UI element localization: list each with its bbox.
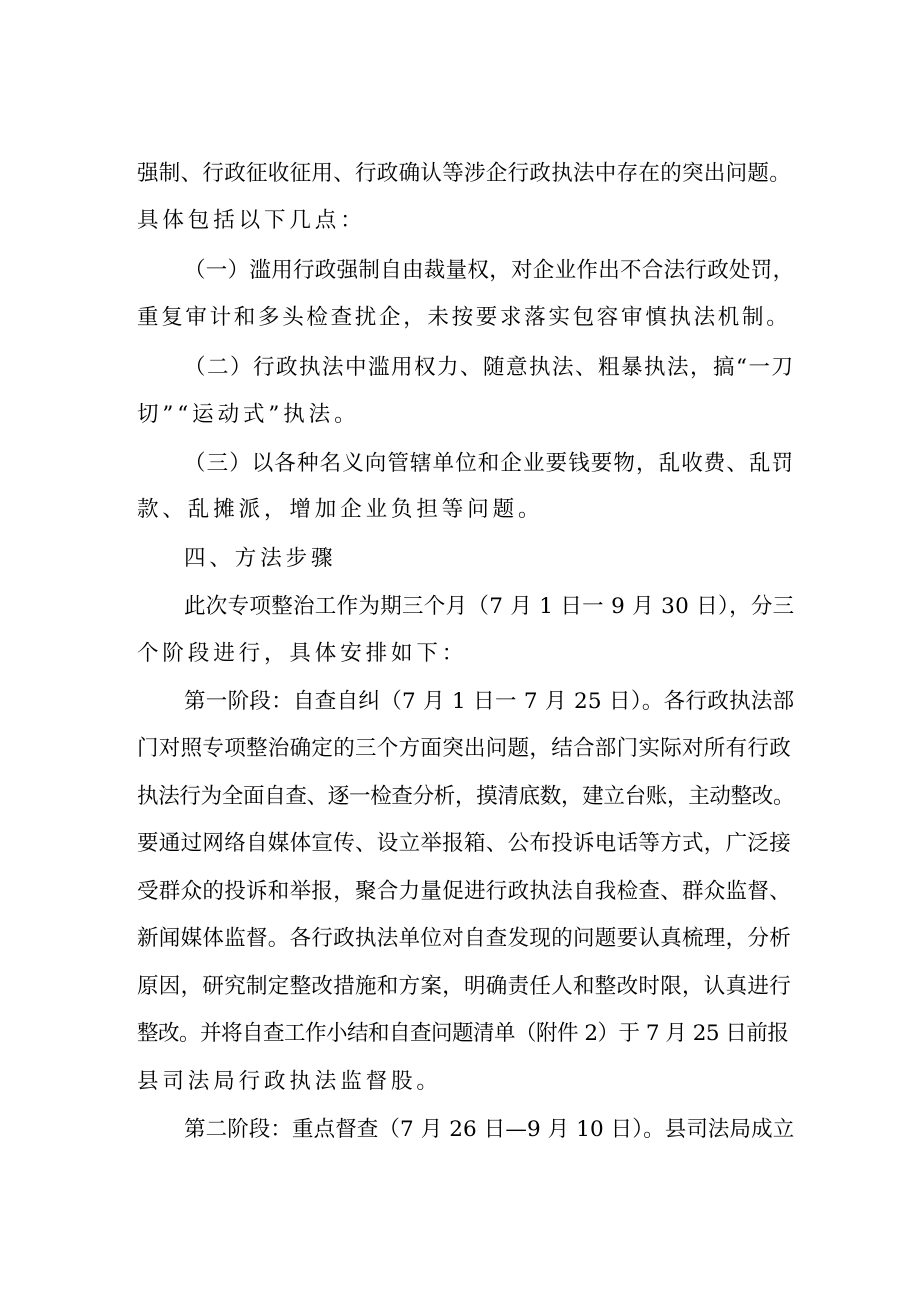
list-item-line: 切”“运动式”执法。 bbox=[137, 402, 360, 427]
list-item-line: 重复审计和多头检查扰企，未按要求落实包容审慎执法机制。 bbox=[137, 305, 791, 330]
list-item-line: 款、乱摊派，增加企业负担等问题。 bbox=[137, 497, 544, 522]
paragraph-line: 整改。并将自查工作小结和自查问题清单（附件 2）于 7 月 25 日前报 bbox=[137, 1021, 789, 1046]
paragraph-line: 第二阶段：重点督查（7 月 26 日—9 月 10 日）。县司法局成立 bbox=[184, 1117, 795, 1142]
list-item-line: （二）行政执法中滥用权力、随意执法、粗暴执法，搞“一刀 bbox=[184, 355, 795, 380]
paragraph-line: 第一阶段：自查自纠（7 月 1 日一 7 月 25 日）。各行政执法部 bbox=[184, 689, 795, 714]
paragraph-line: 原因，研究制定整改措施和方案，明确责任人和整改时限，认真进行 bbox=[137, 974, 792, 999]
paragraph-line: 县司法局行政执法监督股。 bbox=[137, 1069, 442, 1094]
paragraph-line: 此次专项整治工作为期三个月（7 月 1 日一 9 月 30 日），分三 bbox=[184, 594, 795, 619]
paragraph-line: 受群众的投诉和举报，聚合力量促进行政执法自我检查、群众监督、 bbox=[137, 879, 792, 904]
paragraph-line: 执法行为全面自查、逐一检查分析，摸清底数，建立台账，主动整改。 bbox=[137, 784, 795, 809]
list-item-line: （三）以各种名义向管辖单位和企业要钱要物，乱收费、乱罚 bbox=[184, 451, 795, 476]
paragraph-line: 要通过网络自媒体宣传、设立举报箱、公布投诉电话等方式，广泛接 bbox=[137, 831, 792, 856]
paragraph-line: 门对照专项整治确定的三个方面突出问题，结合部门实际对所有行政 bbox=[137, 736, 792, 761]
paragraph-line: 强制、行政征收征用、行政确认等涉企行政执法中存在的突出问题。 bbox=[137, 161, 792, 186]
list-item-line: （一）滥用行政强制自由裁量权，对企业作出不合法行政处罚， bbox=[184, 258, 795, 283]
section-heading: 四、方法步骤 bbox=[184, 546, 337, 571]
paragraph-line: 个阶段进行，具体安排如下： bbox=[137, 641, 468, 666]
paragraph-line: 新闻媒体监督。各行政执法单位对自查发现的问题要认真梳理，分析 bbox=[137, 926, 792, 951]
paragraph-line: 具体包括以下几点： bbox=[137, 208, 366, 233]
